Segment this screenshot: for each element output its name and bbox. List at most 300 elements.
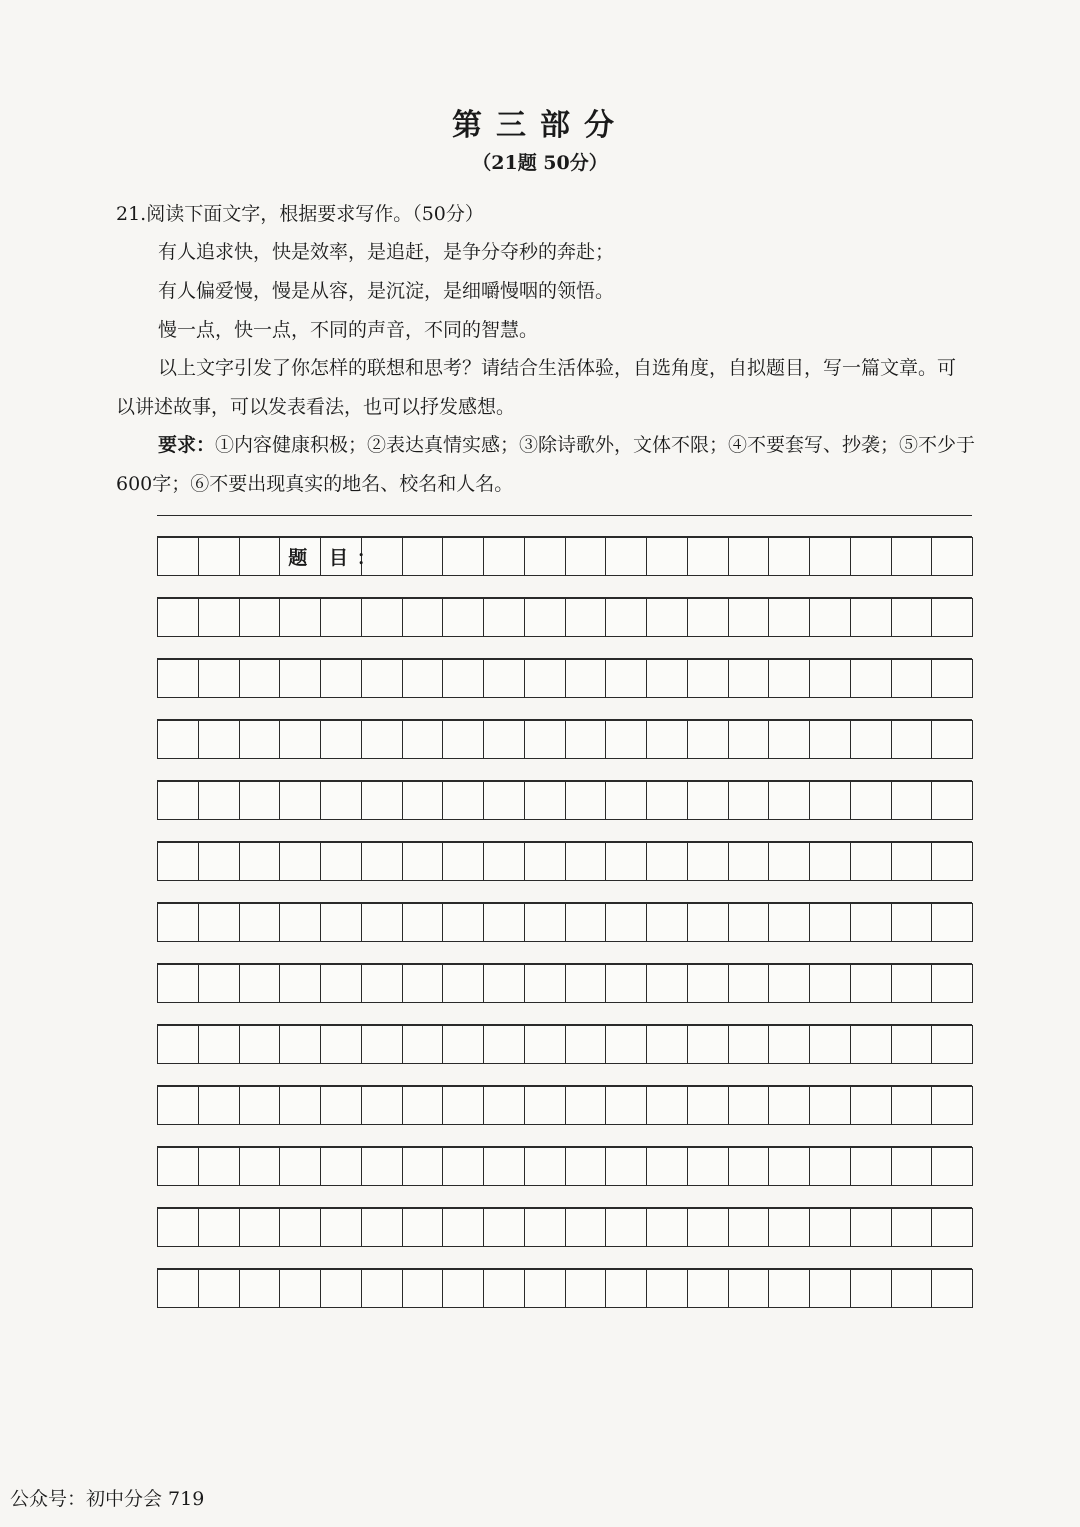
grid-cell[interactable] [524, 781, 566, 820]
grid-cell[interactable] [646, 1086, 688, 1125]
grid-separator [157, 1186, 972, 1208]
grid-cell[interactable] [646, 903, 688, 942]
grid-cell[interactable] [931, 1208, 973, 1247]
grid-cell[interactable] [768, 598, 810, 637]
grid-cell[interactable] [402, 1208, 444, 1247]
topic-label-char-2: 目 [329, 547, 349, 569]
grid-cell[interactable] [320, 659, 362, 698]
grid-cell[interactable] [565, 842, 607, 881]
grid-cell[interactable] [565, 720, 607, 759]
grid-cell[interactable] [687, 964, 729, 1003]
grid-cell[interactable] [605, 1269, 647, 1308]
grid-cell[interactable] [646, 659, 688, 698]
grid-cell[interactable] [891, 1269, 933, 1308]
grid-cell[interactable] [646, 720, 688, 759]
grid-cell[interactable] [931, 720, 973, 759]
grid-cell[interactable] [768, 1208, 810, 1247]
grid-cell[interactable] [239, 1086, 281, 1125]
grid-cell[interactable] [402, 1086, 444, 1125]
grid-cell[interactable] [198, 659, 240, 698]
grid-cell[interactable] [402, 659, 444, 698]
grid-cell[interactable] [402, 1025, 444, 1064]
grid-cell[interactable] [198, 842, 240, 881]
grid-cell[interactable] [931, 1147, 973, 1186]
grid-cell[interactable] [565, 1147, 607, 1186]
grid-cell[interactable] [891, 781, 933, 820]
grid-cell[interactable] [809, 1147, 851, 1186]
grid-cell[interactable] [402, 537, 444, 576]
grid-cell[interactable] [198, 598, 240, 637]
grid-cell[interactable] [850, 720, 892, 759]
grid-cell[interactable] [483, 1147, 525, 1186]
answer-grid[interactable] [157, 515, 972, 1328]
grid-cell[interactable] [768, 1025, 810, 1064]
grid-cell[interactable] [605, 1025, 647, 1064]
grid-cell[interactable] [931, 1269, 973, 1308]
grid-row [157, 781, 972, 820]
grid-cell[interactable] [931, 1025, 973, 1064]
grid-cell[interactable] [646, 1025, 688, 1064]
grid-cell[interactable] [402, 903, 444, 942]
grid-cell[interactable] [687, 720, 729, 759]
grid-cell[interactable] [361, 1147, 403, 1186]
grid-cell[interactable] [565, 537, 607, 576]
grid-cell[interactable] [483, 781, 525, 820]
grid-cell[interactable] [809, 903, 851, 942]
grid-cell[interactable] [565, 1208, 607, 1247]
grid-cell[interactable] [442, 1147, 484, 1186]
grid-separator [157, 698, 972, 720]
grid-cell[interactable] [646, 1147, 688, 1186]
grid-cell[interactable] [646, 781, 688, 820]
grid-cell[interactable] [809, 598, 851, 637]
grid-cell[interactable] [891, 720, 933, 759]
grid-cell[interactable] [728, 903, 770, 942]
grid-cell[interactable] [605, 598, 647, 637]
grid-cell[interactable] [687, 1147, 729, 1186]
grid-separator [157, 942, 972, 964]
grid-cell[interactable] [850, 1025, 892, 1064]
section-title: 第三部分 [452, 108, 628, 143]
grid-cell[interactable] [768, 659, 810, 698]
grid-cell[interactable] [320, 720, 362, 759]
grid-cell[interactable] [402, 1147, 444, 1186]
grid-cell[interactable] [157, 842, 199, 881]
grid-cell[interactable] [891, 1147, 933, 1186]
grid-cell[interactable] [402, 781, 444, 820]
grid-cell[interactable] [728, 537, 770, 576]
grid-row [157, 659, 972, 698]
grid-cell[interactable] [891, 964, 933, 1003]
grid-cell[interactable] [931, 903, 973, 942]
grid-cell[interactable] [239, 842, 281, 881]
grid-cell[interactable] [605, 842, 647, 881]
grid-cell[interactable] [931, 964, 973, 1003]
grid-cell[interactable] [768, 720, 810, 759]
grid-cell[interactable] [850, 842, 892, 881]
grid-cell[interactable] [279, 1208, 321, 1247]
grid-cell[interactable] [850, 659, 892, 698]
grid-cell[interactable] [483, 1086, 525, 1125]
grid-cell[interactable] [687, 903, 729, 942]
instruction-line-1: 以上文字引发了你怎样的联想和思考？请结合生活体验，自选角度，自拟题目，写一篇文章。可 [158, 357, 957, 379]
grid-cell[interactable] [483, 842, 525, 881]
grid-cell[interactable] [809, 1025, 851, 1064]
grid-cell[interactable] [442, 781, 484, 820]
grid-cell[interactable] [279, 598, 321, 637]
grid-cell[interactable] [157, 1086, 199, 1125]
grid-separator [157, 1064, 972, 1086]
grid-row [157, 964, 972, 1003]
grid-cell[interactable] [483, 964, 525, 1003]
grid-cell[interactable] [483, 1025, 525, 1064]
grid-cell[interactable] [524, 964, 566, 1003]
grid-cell[interactable] [361, 1086, 403, 1125]
grid-cell[interactable] [279, 1147, 321, 1186]
grid-cell[interactable] [768, 781, 810, 820]
grid-cell[interactable] [728, 659, 770, 698]
grid-cell[interactable] [442, 537, 484, 576]
grid-cell[interactable] [687, 537, 729, 576]
grid-cell[interactable] [239, 598, 281, 637]
grid-separator [157, 515, 972, 537]
grid-cell[interactable] [891, 1208, 933, 1247]
grid-cell[interactable] [524, 1086, 566, 1125]
grid-cell[interactable] [402, 598, 444, 637]
section-subtitle: （21题 50分） [472, 152, 608, 174]
grid-cell[interactable] [442, 659, 484, 698]
grid-cell[interactable] [728, 781, 770, 820]
grid-cell[interactable] [728, 842, 770, 881]
grid-cell[interactable] [687, 781, 729, 820]
grid-cell[interactable] [809, 1208, 851, 1247]
grid-row [157, 903, 972, 942]
grid-row [157, 1025, 972, 1064]
grid-cell[interactable] [483, 537, 525, 576]
grid-cell[interactable] [605, 1086, 647, 1125]
grid-cell[interactable] [198, 964, 240, 1003]
grid-separator [157, 637, 972, 659]
grid-cell[interactable] [524, 1208, 566, 1247]
grid-cell[interactable] [361, 1269, 403, 1308]
grid-cell[interactable] [524, 1025, 566, 1064]
grid-cell[interactable] [157, 537, 199, 576]
grid-cell[interactable] [239, 781, 281, 820]
grid-cell[interactable] [605, 659, 647, 698]
grid-cell[interactable] [361, 1025, 403, 1064]
question-prompt: 21.阅读下面文字，根据要求写作。（50分） [116, 203, 484, 225]
grid-cell[interactable] [891, 598, 933, 637]
grid-cell[interactable] [157, 1025, 199, 1064]
grid-cell[interactable] [565, 1086, 607, 1125]
grid-cell[interactable] [687, 1025, 729, 1064]
grid-cell[interactable] [157, 1147, 199, 1186]
grid-cell[interactable] [320, 1208, 362, 1247]
passage-line-3: 慢一点，快一点，不同的声音，不同的智慧。 [158, 319, 539, 341]
grid-cell[interactable] [728, 598, 770, 637]
grid-cell[interactable] [483, 598, 525, 637]
grid-cell[interactable] [157, 598, 199, 637]
grid-cell[interactable] [931, 781, 973, 820]
grid-cell[interactable] [931, 537, 973, 576]
requirements-text-1: ①内容健康积极；②表达真情实感；③除诗歌外，文体不限；④不要套写、抄袭；⑤不少于 [215, 434, 976, 456]
grid-cell[interactable] [442, 842, 484, 881]
grid-cell[interactable] [605, 537, 647, 576]
grid-cell[interactable] [728, 964, 770, 1003]
grid-cell[interactable] [279, 903, 321, 942]
grid-cell[interactable] [605, 720, 647, 759]
grid-cell[interactable] [320, 1269, 362, 1308]
grid-cell[interactable] [279, 1269, 321, 1308]
grid-cell[interactable] [931, 1086, 973, 1125]
passage-line-2: 有人偏爱慢，慢是从容，是沉淀，是细嚼慢咽的领悟。 [158, 280, 615, 302]
footer-text: 公众号：初中分会 719 [10, 1488, 205, 1510]
grid-cell[interactable] [157, 781, 199, 820]
grid-cell[interactable] [768, 1147, 810, 1186]
grid-cell[interactable] [198, 1025, 240, 1064]
grid-cell[interactable] [605, 964, 647, 1003]
grid-cell[interactable] [850, 781, 892, 820]
topic-colon: ： [356, 547, 376, 569]
grid-cell[interactable] [850, 537, 892, 576]
grid-cell[interactable] [728, 1147, 770, 1186]
grid-cell[interactable] [931, 659, 973, 698]
grid-cell[interactable] [565, 781, 607, 820]
grid-cell[interactable] [524, 537, 566, 576]
grid-row [157, 1269, 972, 1308]
grid-cell[interactable] [239, 659, 281, 698]
grid-cell[interactable] [768, 964, 810, 1003]
grid-cell[interactable] [891, 537, 933, 576]
grid-cell[interactable] [565, 598, 607, 637]
grid-cell[interactable] [931, 598, 973, 637]
grid-separator [157, 1247, 972, 1269]
grid-cell[interactable] [402, 1269, 444, 1308]
grid-cell[interactable] [239, 537, 281, 576]
grid-cell[interactable] [320, 1147, 362, 1186]
grid-cell[interactable] [279, 964, 321, 1003]
grid-cell[interactable] [768, 1269, 810, 1308]
grid-separator [157, 881, 972, 903]
grid-cell[interactable] [728, 1208, 770, 1247]
grid-cell[interactable] [320, 1086, 362, 1125]
grid-cell[interactable] [605, 903, 647, 942]
grid-cell[interactable] [646, 537, 688, 576]
grid-separator [157, 576, 972, 598]
grid-cell[interactable] [198, 720, 240, 759]
grid-cell[interactable] [809, 781, 851, 820]
grid-cell[interactable] [239, 1147, 281, 1186]
grid-cell[interactable] [768, 1086, 810, 1125]
grid-cell[interactable] [524, 1269, 566, 1308]
grid-cell[interactable] [320, 964, 362, 1003]
grid-cell[interactable] [239, 720, 281, 759]
grid-cell[interactable] [483, 1269, 525, 1308]
instruction-line-2: 以讲述故事，可以发表看法，也可以抒发感想。 [116, 396, 516, 418]
grid-cell[interactable] [687, 1086, 729, 1125]
grid-separator [157, 820, 972, 842]
grid-cell[interactable] [891, 1086, 933, 1125]
grid-cell[interactable] [728, 1269, 770, 1308]
grid-cell[interactable] [483, 1208, 525, 1247]
grid-row [157, 1208, 972, 1247]
grid-cell[interactable] [524, 1147, 566, 1186]
grid-separator [157, 1125, 972, 1147]
grid-cell[interactable] [198, 1269, 240, 1308]
grid-cell[interactable] [646, 842, 688, 881]
grid-cell[interactable] [157, 1208, 199, 1247]
grid-cell[interactable] [809, 720, 851, 759]
grid-cell[interactable] [320, 781, 362, 820]
grid-cell[interactable] [483, 720, 525, 759]
grid-cell[interactable] [442, 1208, 484, 1247]
grid-cell[interactable] [850, 1208, 892, 1247]
grid-cell[interactable] [728, 720, 770, 759]
grid-cell[interactable] [239, 903, 281, 942]
grid-cell[interactable] [361, 720, 403, 759]
grid-cell[interactable] [198, 903, 240, 942]
grid-cell[interactable] [442, 903, 484, 942]
grid-cell[interactable] [157, 659, 199, 698]
grid-row [157, 720, 972, 759]
grid-cell[interactable] [402, 964, 444, 1003]
grid-cell[interactable] [728, 1025, 770, 1064]
grid-row [157, 1147, 972, 1186]
grid-cell[interactable] [279, 842, 321, 881]
grid-row [157, 1086, 972, 1125]
grid-cell[interactable] [442, 964, 484, 1003]
grid-cell[interactable] [198, 537, 240, 576]
grid-cell[interactable] [239, 1208, 281, 1247]
grid-cell[interactable] [809, 1086, 851, 1125]
grid-cell[interactable] [361, 598, 403, 637]
grid-cell[interactable] [239, 1269, 281, 1308]
grid-cell[interactable] [728, 1086, 770, 1125]
grid-cell[interactable] [605, 1147, 647, 1186]
grid-cell[interactable] [931, 842, 973, 881]
grid-cell[interactable] [320, 842, 362, 881]
grid-cell[interactable] [524, 903, 566, 942]
grid-cell[interactable] [442, 1086, 484, 1125]
grid-cell[interactable] [646, 964, 688, 1003]
grid-row [157, 842, 972, 881]
grid-cell[interactable] [198, 1147, 240, 1186]
grid-cell[interactable] [891, 1025, 933, 1064]
requirements-label: 要求： [158, 434, 216, 456]
grid-cell[interactable] [809, 659, 851, 698]
grid-cell[interactable] [483, 903, 525, 942]
grid-separator [157, 759, 972, 781]
grid-cell[interactable] [442, 598, 484, 637]
grid-row [157, 598, 972, 637]
grid-cell[interactable] [442, 1025, 484, 1064]
grid-cell[interactable] [850, 964, 892, 1003]
grid-cell[interactable] [646, 1269, 688, 1308]
grid-cell[interactable] [279, 1025, 321, 1064]
grid-cell[interactable] [279, 720, 321, 759]
grid-cell[interactable] [565, 1269, 607, 1308]
grid-cell[interactable] [361, 842, 403, 881]
grid-cell[interactable] [891, 842, 933, 881]
grid-cell[interactable] [361, 1208, 403, 1247]
grid-cell[interactable] [687, 659, 729, 698]
requirements-line-2: 600字；⑥不要出现真实的地名、校名和人名。 [116, 473, 514, 495]
grid-cell[interactable] [605, 781, 647, 820]
grid-cell[interactable] [524, 720, 566, 759]
grid-separator [157, 1003, 972, 1025]
grid-cell[interactable] [361, 903, 403, 942]
grid-cell[interactable] [402, 720, 444, 759]
grid-cell[interactable] [361, 781, 403, 820]
topic-label-char-1: 题 [288, 547, 308, 569]
grid-cell[interactable] [483, 659, 525, 698]
grid-cell[interactable] [809, 964, 851, 1003]
grid-cell[interactable] [809, 842, 851, 881]
grid-cell[interactable] [687, 1269, 729, 1308]
grid-cell[interactable] [524, 659, 566, 698]
grid-cell[interactable] [198, 1208, 240, 1247]
grid-cell[interactable] [850, 1086, 892, 1125]
grid-cell[interactable] [850, 903, 892, 942]
passage-line-1: 有人追求快，快是效率，是追赶，是争分夺秒的奔赴； [158, 241, 615, 263]
grid-cell[interactable] [361, 964, 403, 1003]
grid-cell[interactable] [402, 842, 444, 881]
grid-cell[interactable] [239, 964, 281, 1003]
grid-cell[interactable] [524, 842, 566, 881]
grid-cell[interactable] [157, 964, 199, 1003]
grid-cell[interactable] [687, 1208, 729, 1247]
grid-cell[interactable] [361, 659, 403, 698]
grid-cell[interactable] [891, 659, 933, 698]
grid-cell[interactable] [198, 1086, 240, 1125]
grid-cell[interactable] [320, 1025, 362, 1064]
grid-cell[interactable] [605, 1208, 647, 1247]
grid-cell[interactable] [442, 1269, 484, 1308]
grid-cell[interactable] [809, 1269, 851, 1308]
grid-cell[interactable] [850, 1147, 892, 1186]
grid-cell[interactable] [809, 537, 851, 576]
grid-cell[interactable] [891, 903, 933, 942]
grid-cell[interactable] [524, 598, 566, 637]
grid-cell[interactable] [646, 1208, 688, 1247]
grid-cell[interactable] [646, 598, 688, 637]
grid-cell[interactable] [320, 903, 362, 942]
grid-cell[interactable] [198, 781, 240, 820]
grid-cell[interactable] [239, 1025, 281, 1064]
grid-cell[interactable] [565, 903, 607, 942]
grid-cell[interactable] [279, 781, 321, 820]
title-row [157, 537, 972, 576]
grid-cell[interactable] [687, 598, 729, 637]
grid-cell[interactable] [850, 1269, 892, 1308]
grid-cell[interactable] [320, 598, 362, 637]
grid-cell[interactable] [768, 842, 810, 881]
requirements-line-1 [158, 431, 1038, 459]
grid-cell[interactable] [565, 1025, 607, 1064]
grid-cell[interactable] [768, 537, 810, 576]
grid-cell[interactable] [442, 720, 484, 759]
grid-cell[interactable] [565, 659, 607, 698]
grid-cell[interactable] [850, 598, 892, 637]
grid-cell[interactable] [279, 1086, 321, 1125]
grid-cell[interactable] [157, 1269, 199, 1308]
grid-cell[interactable] [279, 659, 321, 698]
grid-cell[interactable] [157, 903, 199, 942]
grid-cell[interactable] [157, 720, 199, 759]
grid-cell[interactable] [565, 964, 607, 1003]
grid-cell[interactable] [768, 903, 810, 942]
grid-cell[interactable] [687, 842, 729, 881]
